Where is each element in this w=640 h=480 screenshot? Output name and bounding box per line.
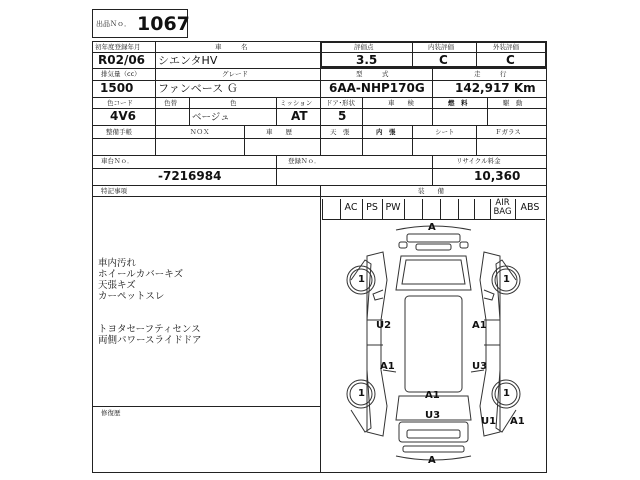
history-label: 車 歴 bbox=[266, 128, 292, 136]
equipment-abs: ABS bbox=[520, 202, 540, 213]
door-label: ドア･形状 bbox=[326, 99, 356, 107]
equipment-pw: PW bbox=[385, 202, 401, 213]
nox-label: ＮＯＸ bbox=[190, 128, 210, 136]
interior-value: C bbox=[439, 53, 448, 67]
mark-rear-right-tire: 1 bbox=[503, 388, 510, 399]
displacement-label: 排気量（cc） bbox=[101, 70, 141, 78]
recycle-value: 10,360 bbox=[474, 169, 521, 183]
recycle-label: リサイクル料金 bbox=[456, 157, 501, 165]
mark-rear-corner-1: U1 bbox=[481, 416, 497, 427]
note-line: 天張キズ bbox=[98, 280, 136, 291]
car-damage-diagram bbox=[321, 220, 546, 472]
color-code-label: 色コード bbox=[107, 99, 133, 107]
mark-rear-window: A1 bbox=[425, 390, 440, 401]
equipment-label: 装 備 bbox=[418, 187, 444, 195]
reg-year-label: 初年度登録年月 bbox=[95, 43, 141, 51]
lot-number-label: 出品Ｎｏ． bbox=[96, 20, 131, 28]
mission-value: AT bbox=[291, 109, 308, 123]
mark-rear-left-tire: 1 bbox=[358, 388, 365, 399]
color-label: 色 bbox=[230, 99, 237, 107]
grade-value: ファンベース Ｇ bbox=[158, 82, 238, 95]
maintenance-label: 整備手帳 bbox=[106, 128, 132, 136]
color-value: ベージュ bbox=[192, 112, 230, 123]
score-value: 3.5 bbox=[356, 53, 378, 67]
equipment-airbag: AIR BAG bbox=[493, 198, 512, 217]
note-line: トヨタセーフティセンス bbox=[98, 324, 201, 335]
displacement-value: 1500 bbox=[100, 81, 134, 95]
mark-right-front-door: A1 bbox=[472, 320, 487, 331]
lot-number-box bbox=[92, 9, 188, 38]
mileage-label: 走 行 bbox=[474, 70, 507, 78]
color-code-value: 4V6 bbox=[110, 109, 136, 123]
model-value: 6AA-NHP170G bbox=[329, 81, 425, 95]
seat-label: シート bbox=[435, 128, 455, 136]
note-line: 両側パワースライドドア bbox=[98, 335, 202, 346]
mission-label: ミッション bbox=[280, 99, 313, 107]
note-line: ホイールカバーキズ bbox=[98, 269, 184, 280]
door-value: 5 bbox=[338, 109, 347, 123]
car-name-label: 車 名 bbox=[215, 43, 248, 51]
mark-back-door: U3 bbox=[425, 410, 441, 421]
note-line: 車内汚れ bbox=[98, 258, 137, 269]
mark-rear-corner-2: A1 bbox=[510, 416, 525, 427]
equipment-grid bbox=[322, 199, 545, 219]
mileage-value: 142,917 Km bbox=[455, 81, 536, 95]
car-name-value: シエンタHV bbox=[158, 54, 218, 67]
mark-left-rear-door: A1 bbox=[380, 361, 395, 372]
registration-label: 登録Ｎｏ． bbox=[288, 157, 321, 165]
notes-label: 特記事項 bbox=[101, 187, 127, 195]
chassis-value: -7216984 bbox=[158, 169, 222, 183]
exterior-value: C bbox=[506, 53, 515, 67]
mark-left-front-door: U2 bbox=[376, 320, 392, 331]
equipment-ps: PS bbox=[366, 202, 378, 213]
mark-front-right-tire: 1 bbox=[503, 274, 510, 285]
color-swap-label: 色替 bbox=[164, 99, 177, 107]
note-line: カーペットスレ bbox=[98, 291, 165, 302]
repair-label: 修復歴 bbox=[101, 409, 121, 417]
roof-label: 天 張 bbox=[330, 128, 350, 136]
mark-right-rear-door: U3 bbox=[472, 361, 488, 372]
mark-front-left-tire: 1 bbox=[358, 274, 365, 285]
grade-label: グレード bbox=[222, 70, 248, 78]
chassis-label: 車台Ｎｏ． bbox=[101, 157, 134, 165]
mark-front-bumper: A bbox=[428, 222, 436, 233]
reg-year-value: R02/06 bbox=[98, 53, 146, 67]
equipment-ac: AC bbox=[344, 202, 358, 213]
glass-label: Ｆガラス bbox=[495, 128, 521, 136]
score-label: 評価点 bbox=[354, 43, 374, 51]
lot-number: 1067 bbox=[137, 13, 190, 35]
interior-label: 内装評価 bbox=[428, 43, 454, 51]
mark-rear-bumper: A bbox=[428, 455, 436, 466]
drive-label: 駆 動 bbox=[503, 99, 523, 107]
fuel-label: 燃 料 bbox=[448, 99, 468, 107]
interior-trim-label: 内 張 bbox=[376, 128, 396, 136]
exterior-label: 外装評価 bbox=[493, 43, 519, 51]
model-label: 型 式 bbox=[356, 70, 389, 78]
inspection-label: 車 検 bbox=[388, 99, 414, 107]
